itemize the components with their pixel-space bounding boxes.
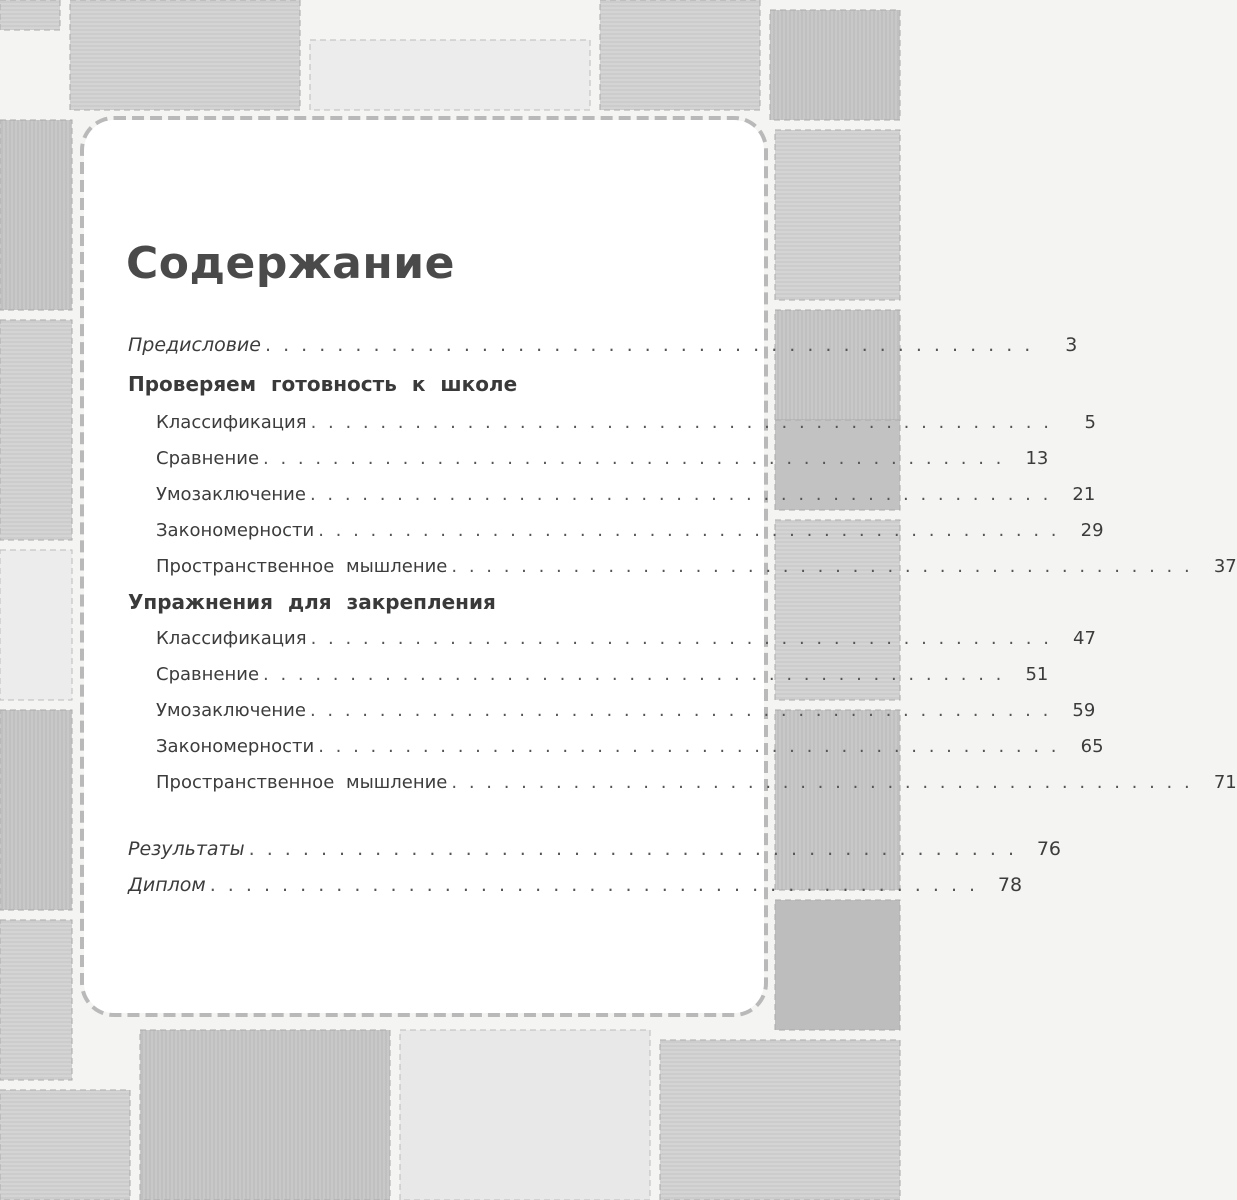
toc-entry[interactable] <box>156 664 1049 685</box>
page-title: Содержание <box>126 238 455 289</box>
toc-entry-page: 76 <box>1036 838 1061 860</box>
toc-entry-label: Умозаключение <box>156 700 306 721</box>
toc-entry[interactable] <box>156 412 1096 433</box>
leader-dots: . . . . . . . . . . . . . . . . . . . . . . . . . . . . . . . . . . . . . . . . . . . <box>264 334 1034 356</box>
leader-dots: . . . . . . . . . . . . . . . . . . . . . . . . . . . . . . . . . . . . . . . . . . . <box>310 412 1052 433</box>
toc-entry-page: 29 <box>1080 520 1104 541</box>
toc-entry-page: 78 <box>997 874 1023 896</box>
toc-entry-label: Классификация <box>156 628 307 649</box>
toc-entry-results[interactable] <box>128 838 1061 860</box>
toc-entry-label: Закономерности <box>156 736 315 757</box>
toc-entry-label: Сравнение <box>156 664 260 685</box>
toc-entry[interactable] <box>156 736 1104 757</box>
leader-dots: . . . . . . . . . . . . . . . . . . . . . . . . . . . . . . . . . . . . . . . . . . . <box>309 484 1052 505</box>
toc-entry-label: Классификация <box>156 412 307 433</box>
toc-entry-preface[interactable] <box>128 334 1078 356</box>
toc-entry[interactable] <box>156 628 1096 649</box>
toc-entry[interactable] <box>156 448 1049 469</box>
toc-entry-page: 13 <box>1025 448 1049 469</box>
leader-dots: . . . . . . . . . . . . . . . . . . . . . . . . . . . . . . . . . . . . . . . . . . . <box>263 664 1005 685</box>
toc-entry-page: 59 <box>1072 700 1096 721</box>
leader-dots: . . . . . . . . . . . . . . . . . . . . . . . . . . . . . . . . . . . . . . . . . . . <box>451 556 1193 577</box>
toc-entry-label: Пространственное мышление <box>156 772 448 793</box>
toc-entry[interactable] <box>156 700 1096 721</box>
toc-entry-page: 21 <box>1072 484 1096 505</box>
toc-entry-page: 37 <box>1213 556 1237 577</box>
toc-entry-label: Закономерности <box>156 520 315 541</box>
leader-dots: . . . . . . . . . . . . . . . . . . . . . . . . . . . . . . . . . . . . . . . . . . . <box>318 520 1060 541</box>
toc-entry[interactable] <box>156 772 1237 793</box>
toc-entry-page: 71 <box>1213 772 1237 793</box>
toc-entry-label: Умозаключение <box>156 484 306 505</box>
leader-dots: . . . . . . . . . . . . . . . . . . . . . . . . . . . . . . . . . . . . . . . . . . . <box>209 874 979 896</box>
leader-dots: . . . . . . . . . . . . . . . . . . . . . . . . . . . . . . . . . . . . . . . . . . . <box>310 628 1052 649</box>
toc-entry-page: 65 <box>1080 736 1104 757</box>
toc-section-title[interactable]: Упражнения для закрепления <box>128 590 496 614</box>
toc-entry-label: Предисловие <box>128 334 261 356</box>
toc-entry[interactable] <box>156 556 1237 577</box>
toc-entry-diploma[interactable] <box>128 874 1023 896</box>
toc-entry-page: 51 <box>1025 664 1049 685</box>
leader-dots: . . . . . . . . . . . . . . . . . . . . . . . . . . . . . . . . . . . . . . . . . . . <box>309 700 1052 721</box>
toc-entry-label: Результаты <box>128 838 245 860</box>
leader-dots: . . . . . . . . . . . . . . . . . . . . . . . . . . . . . . . . . . . . . . . . . . . <box>263 448 1005 469</box>
toc-entry-page: 3 <box>1065 334 1078 356</box>
toc-entry[interactable] <box>156 484 1096 505</box>
toc-section-title[interactable]: Проверяем готовность к школе <box>128 372 518 396</box>
toc-entry-label: Диплом <box>128 874 206 896</box>
toc-entry-page: 47 <box>1073 628 1096 649</box>
toc-entry-label: Сравнение <box>156 448 260 469</box>
leader-dots: . . . . . . . . . . . . . . . . . . . . . . . . . . . . . . . . . . . . . . . . . . . <box>318 736 1060 757</box>
toc-entry-label: Пространственное мышление <box>156 556 448 577</box>
leader-dots: . . . . . . . . . . . . . . . . . . . . . . . . . . . . . . . . . . . . . . . . . . . <box>451 772 1193 793</box>
leader-dots: . . . . . . . . . . . . . . . . . . . . . . . . . . . . . . . . . . . . . . . . . . . <box>248 838 1017 860</box>
toc-entry[interactable] <box>156 520 1104 541</box>
toc-entry-page: 5 <box>1084 412 1096 433</box>
